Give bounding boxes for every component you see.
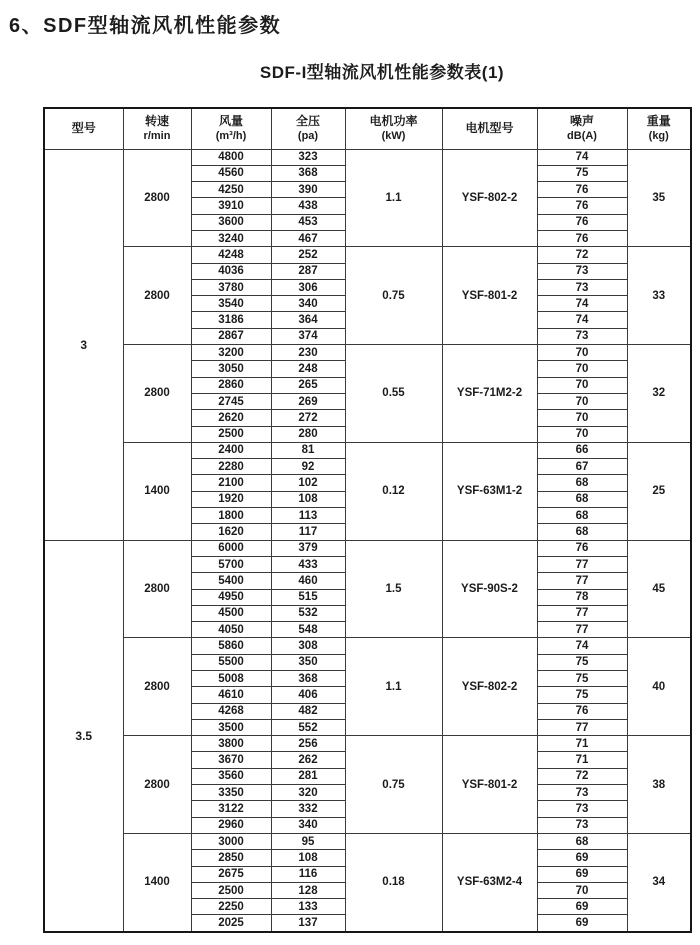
col-header-power: 电机功率 (kW) xyxy=(345,108,442,149)
cell-weight: 38 xyxy=(627,736,691,834)
cell-pressure: 272 xyxy=(271,410,345,426)
cell-noise: 66 xyxy=(537,442,627,458)
cell-airflow: 2500 xyxy=(191,426,271,442)
table-row xyxy=(44,540,691,556)
cell-airflow: 3350 xyxy=(191,785,271,801)
cell-noise: 69 xyxy=(537,915,627,932)
cell-pressure: 269 xyxy=(271,393,345,409)
cell-noise: 77 xyxy=(537,605,627,621)
cell-airflow: 3200 xyxy=(191,345,271,361)
cell-noise: 77 xyxy=(537,719,627,735)
cell-pressure: 332 xyxy=(271,801,345,817)
cell-airflow: 5700 xyxy=(191,556,271,572)
cell-pressure: 81 xyxy=(271,442,345,458)
cell-pressure: 113 xyxy=(271,508,345,524)
cell-speed: 2800 xyxy=(123,638,191,736)
cell-noise: 75 xyxy=(537,687,627,703)
cell-model: 3.5 xyxy=(44,540,123,932)
cell-power: 0.18 xyxy=(345,833,442,932)
cell-pressure: 95 xyxy=(271,833,345,849)
cell-noise: 74 xyxy=(537,312,627,328)
col-header-noise: 噪声 dB(A) xyxy=(537,108,627,149)
cell-noise: 70 xyxy=(537,882,627,898)
cell-motor: YSF-71M2-2 xyxy=(442,345,537,443)
table-row xyxy=(44,736,691,752)
cell-noise: 76 xyxy=(537,230,627,246)
table-body xyxy=(44,149,691,932)
cell-motor: YSF-801-2 xyxy=(442,736,537,834)
cell-weight: 40 xyxy=(627,638,691,736)
cell-motor: YSF-802-2 xyxy=(442,149,537,247)
cell-speed: 2800 xyxy=(123,540,191,638)
cell-airflow: 4800 xyxy=(191,149,271,165)
cell-pressure: 262 xyxy=(271,752,345,768)
cell-pressure: 390 xyxy=(271,182,345,198)
cell-airflow: 3780 xyxy=(191,279,271,295)
cell-airflow: 4250 xyxy=(191,182,271,198)
cell-noise: 68 xyxy=(537,491,627,507)
cell-airflow: 2100 xyxy=(191,475,271,491)
col-header-speed: 转速 r/min xyxy=(123,108,191,149)
cell-noise: 70 xyxy=(537,345,627,361)
cell-pressure: 364 xyxy=(271,312,345,328)
cell-pressure: 406 xyxy=(271,687,345,703)
cell-pressure: 515 xyxy=(271,589,345,605)
cell-noise: 77 xyxy=(537,573,627,589)
cell-airflow: 2850 xyxy=(191,850,271,866)
cell-airflow: 4268 xyxy=(191,703,271,719)
cell-airflow: 2500 xyxy=(191,882,271,898)
cell-pressure: 117 xyxy=(271,524,345,540)
cell-noise: 70 xyxy=(537,361,627,377)
cell-noise: 68 xyxy=(537,524,627,540)
cell-pressure: 108 xyxy=(271,850,345,866)
cell-airflow: 5008 xyxy=(191,671,271,687)
cell-noise: 74 xyxy=(537,296,627,312)
cell-weight: 35 xyxy=(627,149,691,247)
cell-airflow: 3540 xyxy=(191,296,271,312)
col-header-model: 型号 xyxy=(44,108,123,149)
cell-pressure: 248 xyxy=(271,361,345,377)
cell-airflow: 1800 xyxy=(191,508,271,524)
cell-pressure: 252 xyxy=(271,247,345,263)
cell-airflow: 3500 xyxy=(191,719,271,735)
cell-noise: 75 xyxy=(537,654,627,670)
cell-airflow: 5860 xyxy=(191,638,271,654)
table-header xyxy=(44,108,691,149)
header-row xyxy=(44,108,691,149)
cell-airflow: 4248 xyxy=(191,247,271,263)
cell-noise: 73 xyxy=(537,263,627,279)
cell-noise: 68 xyxy=(537,833,627,849)
cell-airflow: 2025 xyxy=(191,915,271,932)
cell-airflow: 4500 xyxy=(191,605,271,621)
cell-power: 0.12 xyxy=(345,442,442,540)
cell-airflow: 4950 xyxy=(191,589,271,605)
cell-noise: 75 xyxy=(537,165,627,181)
cell-airflow: 2400 xyxy=(191,442,271,458)
cell-pressure: 230 xyxy=(271,345,345,361)
cell-pressure: 374 xyxy=(271,328,345,344)
col-header-motor: 电机型号 xyxy=(442,108,537,149)
cell-weight: 45 xyxy=(627,540,691,638)
cell-pressure: 340 xyxy=(271,817,345,833)
cell-noise: 77 xyxy=(537,556,627,572)
cell-pressure: 460 xyxy=(271,573,345,589)
cell-airflow: 2860 xyxy=(191,377,271,393)
cell-noise: 68 xyxy=(537,508,627,524)
cell-pressure: 467 xyxy=(271,230,345,246)
cell-airflow: 3000 xyxy=(191,833,271,849)
cell-airflow: 2620 xyxy=(191,410,271,426)
cell-pressure: 256 xyxy=(271,736,345,752)
cell-pressure: 108 xyxy=(271,491,345,507)
cell-power: 1.1 xyxy=(345,149,442,247)
cell-motor: YSF-63M1-2 xyxy=(442,442,537,540)
table-row xyxy=(44,247,691,263)
cell-airflow: 2250 xyxy=(191,899,271,915)
cell-noise: 71 xyxy=(537,752,627,768)
cell-model: 3 xyxy=(44,149,123,540)
cell-pressure: 433 xyxy=(271,556,345,572)
cell-motor: YSF-90S-2 xyxy=(442,540,537,638)
cell-airflow: 3240 xyxy=(191,230,271,246)
cell-noise: 78 xyxy=(537,589,627,605)
cell-noise: 70 xyxy=(537,377,627,393)
cell-noise: 74 xyxy=(537,149,627,165)
cell-pressure: 280 xyxy=(271,426,345,442)
cell-speed: 2800 xyxy=(123,247,191,345)
cell-weight: 33 xyxy=(627,247,691,345)
cell-noise: 76 xyxy=(537,703,627,719)
cell-pressure: 137 xyxy=(271,915,345,932)
cell-airflow: 5400 xyxy=(191,573,271,589)
cell-noise: 72 xyxy=(537,768,627,784)
cell-pressure: 281 xyxy=(271,768,345,784)
col-header-airflow: 风量 (m³/h) xyxy=(191,108,271,149)
cell-noise: 76 xyxy=(537,540,627,556)
cell-pressure: 320 xyxy=(271,785,345,801)
col-header-weight: 重量 (kg) xyxy=(627,108,691,149)
cell-noise: 73 xyxy=(537,279,627,295)
cell-speed: 2800 xyxy=(123,345,191,443)
cell-noise: 76 xyxy=(537,198,627,214)
cell-pressure: 552 xyxy=(271,719,345,735)
cell-motor: YSF-801-2 xyxy=(442,247,537,345)
cell-pressure: 350 xyxy=(271,654,345,670)
cell-noise: 70 xyxy=(537,393,627,409)
col-header-pressure: 全压 (pa) xyxy=(271,108,345,149)
cell-noise: 68 xyxy=(537,475,627,491)
cell-power: 1.1 xyxy=(345,638,442,736)
cell-noise: 76 xyxy=(537,214,627,230)
page-heading: 6、SDF型轴流风机性能参数 xyxy=(9,15,282,37)
cell-noise: 73 xyxy=(537,785,627,801)
table-row xyxy=(44,345,691,361)
table-row xyxy=(44,149,691,165)
cell-speed: 1400 xyxy=(123,442,191,540)
cell-airflow: 5500 xyxy=(191,654,271,670)
table-row xyxy=(44,442,691,458)
cell-pressure: 482 xyxy=(271,703,345,719)
cell-airflow: 6000 xyxy=(191,540,271,556)
cell-airflow: 2960 xyxy=(191,817,271,833)
cell-airflow: 3600 xyxy=(191,214,271,230)
cell-airflow: 3050 xyxy=(191,361,271,377)
cell-airflow: 3560 xyxy=(191,768,271,784)
cell-pressure: 92 xyxy=(271,459,345,475)
cell-noise: 76 xyxy=(537,182,627,198)
cell-airflow: 2867 xyxy=(191,328,271,344)
cell-noise: 70 xyxy=(537,410,627,426)
cell-pressure: 306 xyxy=(271,279,345,295)
cell-speed: 2800 xyxy=(123,149,191,247)
cell-noise: 72 xyxy=(537,247,627,263)
cell-pressure: 287 xyxy=(271,263,345,279)
cell-weight: 34 xyxy=(627,833,691,932)
cell-noise: 73 xyxy=(537,817,627,833)
cell-airflow: 3186 xyxy=(191,312,271,328)
cell-pressure: 323 xyxy=(271,149,345,165)
cell-power: 0.75 xyxy=(345,736,442,834)
cell-power: 1.5 xyxy=(345,540,442,638)
cell-pressure: 128 xyxy=(271,882,345,898)
cell-power: 0.75 xyxy=(345,247,442,345)
cell-noise: 69 xyxy=(537,866,627,882)
cell-pressure: 368 xyxy=(271,165,345,181)
cell-airflow: 3800 xyxy=(191,736,271,752)
cell-noise: 74 xyxy=(537,638,627,654)
cell-airflow: 3122 xyxy=(191,801,271,817)
cell-noise: 67 xyxy=(537,459,627,475)
cell-airflow: 2675 xyxy=(191,866,271,882)
cell-pressure: 116 xyxy=(271,866,345,882)
performance-table xyxy=(43,107,692,933)
cell-speed: 2800 xyxy=(123,736,191,834)
cell-pressure: 133 xyxy=(271,899,345,915)
cell-airflow: 3670 xyxy=(191,752,271,768)
cell-noise: 69 xyxy=(537,850,627,866)
cell-noise: 75 xyxy=(537,671,627,687)
cell-pressure: 438 xyxy=(271,198,345,214)
cell-pressure: 453 xyxy=(271,214,345,230)
cell-pressure: 532 xyxy=(271,605,345,621)
cell-airflow: 1920 xyxy=(191,491,271,507)
cell-airflow: 3910 xyxy=(191,198,271,214)
cell-airflow: 2280 xyxy=(191,459,271,475)
cell-airflow: 4560 xyxy=(191,165,271,181)
cell-noise: 70 xyxy=(537,426,627,442)
cell-pressure: 265 xyxy=(271,377,345,393)
cell-airflow: 1620 xyxy=(191,524,271,540)
cell-pressure: 368 xyxy=(271,671,345,687)
table-title: SDF-I型轴流风机性能参数表(1) xyxy=(259,63,505,82)
cell-weight: 32 xyxy=(627,345,691,443)
table-row xyxy=(44,638,691,654)
cell-noise: 71 xyxy=(537,736,627,752)
cell-noise: 73 xyxy=(537,801,627,817)
cell-pressure: 308 xyxy=(271,638,345,654)
cell-airflow: 2745 xyxy=(191,393,271,409)
cell-noise: 69 xyxy=(537,899,627,915)
table-row xyxy=(44,833,691,849)
cell-pressure: 379 xyxy=(271,540,345,556)
cell-airflow: 4050 xyxy=(191,622,271,638)
cell-power: 0.55 xyxy=(345,345,442,443)
cell-airflow: 4610 xyxy=(191,687,271,703)
cell-pressure: 102 xyxy=(271,475,345,491)
cell-motor: YSF-63M2-4 xyxy=(442,833,537,932)
cell-noise: 73 xyxy=(537,328,627,344)
cell-motor: YSF-802-2 xyxy=(442,638,537,736)
cell-noise: 77 xyxy=(537,622,627,638)
cell-pressure: 340 xyxy=(271,296,345,312)
cell-weight: 25 xyxy=(627,442,691,540)
cell-airflow: 4036 xyxy=(191,263,271,279)
cell-speed: 1400 xyxy=(123,833,191,932)
cell-pressure: 548 xyxy=(271,622,345,638)
